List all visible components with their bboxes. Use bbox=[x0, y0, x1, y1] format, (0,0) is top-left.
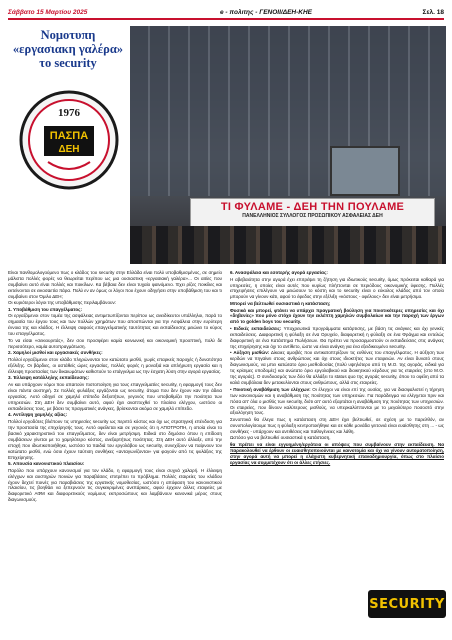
crowd bbox=[130, 226, 446, 264]
body-paragraph: Παρόλο που υπάρχουν κανονισμοί για τον κλάδο, η εφαρμογή τους είναι συχνά χαλαρή. Η έλλειψη ελέγχων και αυστηρών ποινών για παραβάσεις επιτρέπει το πρόβλημα. Πολλές εταιρείες του κλάδου έχουν δεχτεί ποινές για παραβιάσεις της εργατικής νομοθεσίας, ωστόσο η απόφαση του κανονιστικού πλαισίου, τις βοηθάει να ξεπερνούν τις συγκεκριμένες ανεπάρκεις, αφού έρχουν άλλες εταιρείες με διαφορετικό ΑΦΜ και διαφορετικούς νομίμους εκπροσώπους και λαμβάνουν κανονικά μέρος στους διαγωνισμούς. bbox=[8, 467, 222, 503]
protest-photo bbox=[130, 26, 446, 264]
protest-banner bbox=[190, 198, 435, 228]
section-heading: 1. Υποβάθμιση του επαγγέλματος: bbox=[8, 306, 83, 312]
bullet-item bbox=[230, 326, 444, 350]
protest-banner-main: ΤΙ ΦΥΛΑΜΕ - ΔΕΗ ΤΗΝ ΠΟΥΛΑΜΕ bbox=[220, 201, 405, 213]
publication-name: e - πολιτης - ΓΕΝΟΙΙ/ΔΕΗ-ΚΗΕ bbox=[219, 8, 313, 16]
closing-paragraph: θα πρέπει να είναι εγγυημένη/εργάτεια οι απόψεις που συμβαίνουν στην εκπαίδευση. Να παρακολουθεί να έρθουν οι ευαισθητοποιούνται με καινοτομία και όχι να γίνουν αυτοματοποίηση, στην αγορά αυτή να μπορεί η ελάχιστη κυβερνητική επαναδημιουργία, όπως στο πλαίσιο εργασίας να συμμετέχουν ότι οι άλλες ετήσιες. bbox=[230, 442, 444, 465]
body-paragraph: Πολλοί εργαζόμενοι στον κλάδο πληρώνονται τον κατώτατο μισθό, χωρίς επαρκείς παροχές ή δυνατότητα εξέλιξης. Οι βάρδιες, οι αστάθείς ώρες εργασίας, πολλές φορές η μοναξιά και απλήρωτη εργασία και η έλλειψη προστασίας των δικαιωμάτων καθιστούν το επάγγελμα ως την έσχατη λύση στην αγορά εργασίας. bbox=[8, 356, 222, 374]
article-title bbox=[8, 28, 128, 90]
body-paragraph: Οι εργαζόμενοι στον τομέα της ασφάλειας αντιμετωπίζονται περίπου ως ανειδίκευτοι υπάλληλοι, παρά το σημασία του έργου τους και των πολλών χρημάτων που αποσπώνται για την Ασφάλεια στην ευρύτερη έννοια της και κλάδος. Η έλλειψη σαφούς επαγγελματικής ταυτότητας και εκπαίδευσης μειώνει το κύρος του επαγγέλματος. bbox=[8, 313, 222, 337]
bullet-list bbox=[230, 326, 444, 416]
page-header bbox=[8, 6, 444, 20]
section-heading: 6. Ανασφάλεια και εσοτερής αγορά εργασίας: bbox=[230, 270, 328, 275]
highlight-paragraph: Μπορεί να βελτιωθεί ουσιαστικά η κατάσταση; bbox=[230, 300, 331, 306]
protest-banner-sub: ΠΑΝΕΛΛΗΝΙΟΣ ΣΥΛΛΟΓΟΣ ΠΡΟΣΩΠΙΚΟΥ ΑΣΦΑΛΕΙΑΣ ΔΕΗ bbox=[242, 213, 383, 219]
article-title-line-1: Νομοτυπη «εργασιακη γαλέρα» bbox=[12, 28, 124, 56]
body-paragraph: Ωστόσο για να βελτιωθεί ουσιαστικά η κατάσταση, bbox=[230, 435, 331, 441]
bullet-label: Ποιοτική αναβάθμιση των ελέγχων: bbox=[233, 386, 311, 392]
body-paragraph: Το να είσαι «σεκιουριτάς», δεν σου προσφέρει καμία κοινωνική και οικονομική προοπτική, πολύ δε περισσότερο, καμία αυτοπραγμάτωση. bbox=[8, 337, 222, 349]
article-column-right bbox=[230, 270, 444, 466]
bullet-label: Ειδικές εκπαιδεύσεις: bbox=[233, 325, 282, 331]
body-paragraph: Είναι πανθομολογούμενο πως ο κλάδος του security στην Ελλάδα είναι πολύ υποβαθμισμένος, σε σημείο μάλιστα πολλές φορές να θεωρείται περίπου ως μια ουσιαστικη «εργασιακή γαλέρα»... Οι αιτίες που συμβαίνει αυτό είναι πολλές και ποικίλων. Κα βέβαια δεν είναι τυχαίο φαινόμενο. Έχει ρίζες ποικίλες και εκτείνονται σε εικοσαετία πάρα. Πολύ εν αν όμως οι λόγοι που έχουν οδηγήσει στην υποβάθμιση του και τι συμβαίνει στον Όμιλο ΔΕΗ; bbox=[8, 270, 222, 299]
section-heading: 3. Έλλειψη κατάλληλης εκπαίδευσης: bbox=[8, 375, 89, 381]
body-paragraph: Συνοπτικά θα έλεγα πως η κατάσταση στη ΔΕΗ έχει βελτιωθεί, σε σχέση με το παρελθόν, αν συνυπολογίσουμε πως η φύλαξη κεντροποιήθηκε και σε κάθε μονάδα γειτονιά είναι ευαίσθητης στη ... - ως συνθήκες - υπάρχουν και αντιθέσεις και παθογένειες και λάθη. bbox=[230, 417, 444, 434]
body-paragraph: Η αβεβαιότητα στην αγορά έχει επιτρέψει τη ζήτηση για ιδιωτικούς security, όμως πρόκειται καθαρά για υπηρεσίες, η οποίες είναι αυτές που κυρίως πλήττονται σε περιόδους οικονομικής ύφεσης. Πολλές επιχειρήσεις επιλέγουν να μειώσουν το κόστη και το security είναι ο εύκολος κλάδος από τον οποίο μπορούν να γίνουν κάτι, αφού το έφεδος στην εξέλιξη «κόστους - οφέλους» δεν είναι μετρήσιμο. bbox=[230, 276, 444, 300]
bullet-text: Υποχρεωτικά προγράμματα κατάρτισης, με βάση τις ανάγκες και όχι γενικές εκπαιδεύσεις. Διαφορετική η φύλαξη σε ένα Ορυχείο, διαφορετική η φύλαξη σε ένα Φράγμα και εντελώς διαφορετική σε ένα Κατάστημα Πωλήσεων. Θα πρέπει να προσαρμοστούν οι εκπαιδεύσεις στις ανάγκες της επιχείρησης και όχι το αντίθετο, ώστε να είναι ανάγκη για ένα εξειδικευμένο security. bbox=[230, 325, 444, 349]
security-badge-text: SECURITY bbox=[369, 596, 445, 612]
building-sign bbox=[330, 146, 400, 196]
bullet-item bbox=[230, 350, 444, 386]
bullet-item bbox=[230, 387, 444, 417]
section-heading: 4. Αντίληψη χαμηλής αξίας: bbox=[8, 412, 68, 418]
section-heading: 2. Χαμηλοί μισθοί και εργασιακές συνθήκες: bbox=[8, 350, 103, 356]
bullet-text: Δίκαιες αμοιβές που αντικατοπτρίζουν τις ευθύνες του επαγγέλματος. Η αύξηση των κερδών να πηγαίνει στους ανθρώπους και όχι στους ιδιοκτήτες των εταιρειών. Αν είναι δυνατό στους διαγωνισμούς, να μπει κατώτατο όριο μισθοδοσίας (πολύ υψηλότερο από τη Μ.Ο. της αγοράς, ειδικά για τις κρίσιμες υποδομές) και ανώτατο όριο εργολαβικού και διοικητικού κέρδους για τις εταιρείες (στο Μ.Ο. της αγοράς). Ο συνδυασμός των δύο θα αλλάξει το status quo της αγοράς security, όπου το οφέλη από τα καλά συμβόλαια δεν μετακυλίονται στους ανθρώπους, αλλά στις εταιρείες. bbox=[230, 350, 444, 386]
logo-year: 1976 bbox=[58, 107, 80, 119]
body-paragraph: Αν και υπάρχουν νόμοι που απαιτούν πιστοποίηση για τους επαγγελματίες security, η εφαρμογή τους δεν είναι πάντα αυστηρή. Σε πολλές φυλάξεις εργάζονται ως security, άτομα που δεν έχουν καν την άδεια εργασίας. Αυτό οδηγεί σε χαμηλό επίπεδο δεξιοτήτων, γεγονός που υποβαθμίζει την ποιότητα των υπηρεσιών. Στη ΔΕΗ δεν συμβαίνει αυτό, αφού έχει αναπτυχθεί το πλαίσιο ελέγχου, ωστόσο οι εκπαιδεύσεις τους, με βάσει τις πραγματικές ανάγκες, βρίσκονται ακόμα σε χαμηλό επίπεδο. bbox=[8, 381, 222, 411]
article-column-left bbox=[8, 270, 222, 504]
body-paragraph: Οι κυριότεροι λόγοι της υποβάθμισης περιλαμβάνουν: bbox=[8, 300, 116, 306]
issue-date: Σάββατο 15 Μαρτίου 2025 bbox=[8, 8, 88, 16]
security-badge bbox=[368, 590, 446, 618]
paspa-deh-logo bbox=[18, 90, 120, 190]
logo-line-1: ΠΑΣΠΑ bbox=[49, 130, 89, 142]
bullet-label: Αύξηση μισθών: bbox=[233, 350, 270, 356]
body-paragraph: Πολλοί εργοδότες βλέπουν τις υπηρεσίες security ως περιττό κόστος και όχι ως στρατηγική επένδυση για την προστασία της επιχείρησής τους. Αυτό οφείλεται και σε γεγονός ότι η ΑΠΟΤΡΟΠΗ, η οποία είναι το βασικό χαρακτηριστικό του επαγγέλματος, δεν είναι μετρήσιμη. Ειδικά στο δημόσιο όπου η επίδοση συμβάσεων γίνεται με το χαμηλότερο κόστος, ανεξαρτήτως ποιότητας. Στη ΔΕΗ αυτό άλλαξε, από την εποχή που ιδιωτικοποιήθηκε, ωστόσο τα παιδιά του εργολάβου ως security, συνεχίζουν να παίρνουν τον κατώτατο μισθό, ενώ όσοι έχουν ταύτιση συνθήκες «ανταγωνίζονται» για φαγούν από τις φυλάξεις της Επιχείρησης. bbox=[8, 418, 222, 460]
bullet-text: Οι έλεγχοι να είναι επί της ουσίας, για να διασφαλιστεί η τήρηση των κανονισμών και η αναβάθμιση της ποιότητας των υπηρεσιών. Για παράδειγμα να ελέγχεται πριν και πόσα απ' όλα ο μισθός των security, διότι απ' αυτό εξαρτάται η αναβάθμιση της ποιότητας των υπηρεσιών. Οι εταιρείες, που δίνουν καλύτερους μισθούς, να υπερκαλύπτονται με το μεγαλύτερο ποσοστό στην αξιολόγηση τους. bbox=[230, 386, 445, 416]
highlight-paragraph: Φυσικά και μπορεί, φτάνει να υπάρχει πραγματική βούληση για ποιοτικότερες υπηρεσίες και όχι «δηβενίες» που μόνο στόχο έχουν την εκλέπτη χαμηλών συμβολαίων και την παροχή των έργων από το golden boys του security. bbox=[230, 307, 444, 325]
section-heading: 5. Απουσία κανονιστικού πλαισίου: bbox=[8, 461, 85, 467]
logo-line-2: ΔΕΗ bbox=[58, 144, 80, 155]
page-number: Σελ. 18 bbox=[422, 8, 444, 16]
article-title-line-2: το security bbox=[39, 56, 97, 70]
